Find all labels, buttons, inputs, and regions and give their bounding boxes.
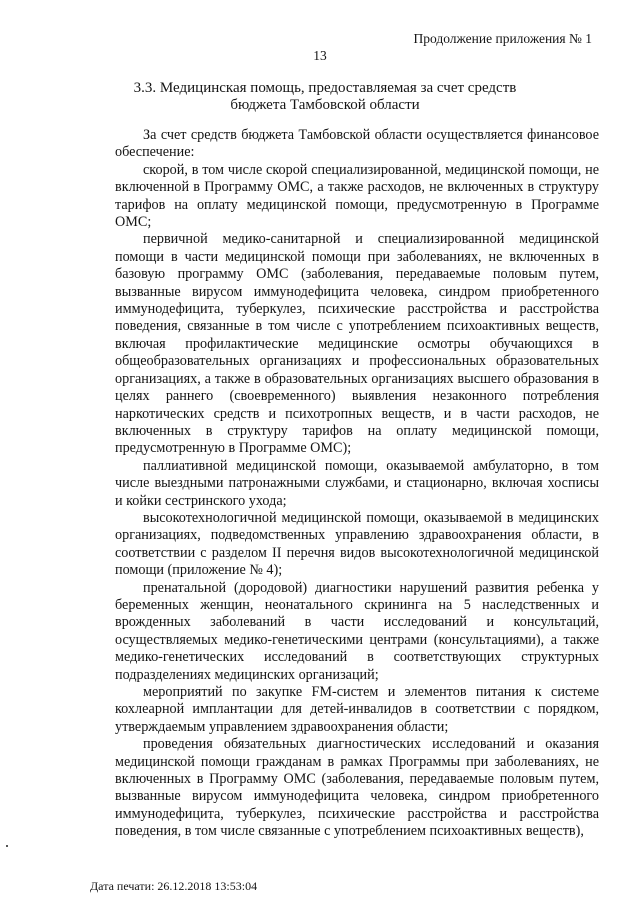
document-body (115, 127, 599, 841)
paragraph-palliative-care: паллиативной медицинской помощи, оказываемой амбулаторно, в том числе выездными патронажными службами, и стационарно, включая хосписы и койки сестринского ухода; (115, 457, 599, 509)
section-title-line-2: бюджета Тамбовской области (230, 97, 420, 113)
print-date: Дата печати: 26.12.2018 13:53:04 (90, 879, 258, 893)
paragraph-intro: За счет средств бюджета Тамбовской области осуществляется финансовое обеспечение: (115, 127, 599, 161)
paragraph-prenatal-diagnostics: пренатальной (дородовой) диагностики нарушений развития ребенка у беременных женщин, неонатального скрининга на 5 наследственных и врожденных заболеваний в части исследований и консультаций, осуществляемых медико-генетическими центрами (консультациями), а также медико-генетических исследований в соответствующих структурных подразделениях медицинских организаций; (115, 579, 599, 683)
paragraph-high-tech-care: высокотехнологичной медицинской помощи, оказываемой в медицинских организациях, подведомственных управлению здравоохранения области, в соответствии с разделом II перечня видов высокотехнологичной медицинской помощи (приложение № 4); (115, 509, 599, 579)
margin-mark (6, 845, 8, 847)
continuation-header: Продолжение приложения № 1 (413, 31, 592, 46)
paragraph-fm-systems: мероприятий по закупке FM-систем и элементов питания к системе кохлеарной имплантации для детей-инвалидов в соответствии с порядком, утверждаемым управлением здравоохранения области; (115, 684, 599, 735)
section-title (90, 80, 560, 114)
paragraph-emergency-care: скорой, в том числе скорой специализированной, медицинской помощи, не включенной в Программу ОМС, а также расходов, не включенных в структуру тарифов на оплату медицинской помощи, предусмотренную в Программе ОМС; (115, 161, 599, 231)
section-title-line-1: 3.3. Медицинская помощь, предоставляемая за счет средств (133, 80, 517, 96)
paragraph-diagnostic-examinations: проведения обязательных диагностических исследований и оказания медицинской помощи гражданам в рамках Программы при заболеваниях, не включенных в Программу ОМС (заболевания, передаваемые половым путем, вызванные вирусом иммунодефицита человека, синдром приобретенного иммунодефицита, туберкулез, психические расстройства и расстройства поведения, в том числе связанные с употреблением психоактивных веществ), (115, 736, 599, 840)
page-number: 13 (313, 48, 327, 63)
paragraph-primary-care: первичной медико-санитарной и специализированной медицинской помощи в части медицинской помощи при заболеваниях, не включенных в базовую программу ОМС (заболевания, передаваемые половым путем, вызванные вирусом иммунодефицита человека, синдром приобретенного иммунодефицита, туберкулез, психические расстройства и расстройства поведения, связанные в том числе с употреблением психоактивных веществ, включая профилактические медицинские осмотры обучающихся в общеобразовательных организациях и профессиональных образовательных организациях, а также в образовательных организациях высшего образования в целях раннего (своевременного) выявления незаконного потребления наркотических средств и психотропных веществ, и в части расходов, не включенных в структуру тарифов на оплату медицинской помощи, предусмотренную в Программе ОМС); (115, 231, 599, 457)
